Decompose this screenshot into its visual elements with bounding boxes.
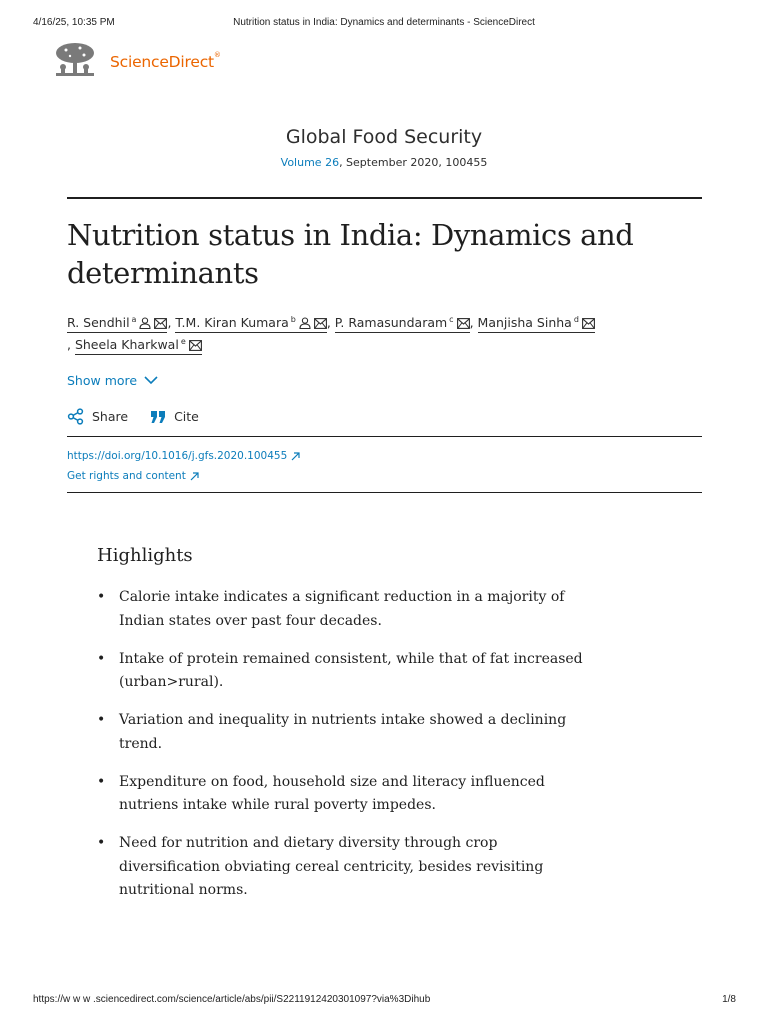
highlight-item: • Expenditure on food, household size and literacy influenced nutriens intake while rural poverty impedes. bbox=[97, 771, 597, 818]
actions-divider bbox=[67, 436, 702, 437]
highlights-heading: Highlights bbox=[97, 545, 193, 566]
cite-label: Cite bbox=[174, 409, 199, 424]
doi-link[interactable] bbox=[67, 446, 300, 466]
mail-icon bbox=[457, 318, 470, 329]
highlight-item: • Variation and inequality in nutrients intake showed a declining trend. bbox=[97, 709, 597, 756]
author-separator: , bbox=[167, 315, 176, 331]
mail-icon bbox=[314, 318, 327, 329]
author-link[interactable] bbox=[75, 334, 202, 355]
show-more-button[interactable] bbox=[67, 373, 158, 388]
affiliation-marker: e bbox=[180, 337, 186, 347]
author-name: R. Sendhil bbox=[67, 315, 130, 331]
print-header bbox=[0, 17, 768, 31]
author-name: Sheela Kharkwal bbox=[74, 337, 179, 353]
links-divider bbox=[67, 492, 702, 493]
brand-name: ScienceDirect® bbox=[110, 51, 221, 71]
person-icon bbox=[139, 317, 151, 329]
print-page-number: 1/8 bbox=[722, 994, 736, 1005]
mail-icon bbox=[582, 318, 595, 329]
person-icon bbox=[299, 317, 311, 329]
author-link[interactable] bbox=[175, 312, 326, 333]
author-separator: , bbox=[469, 315, 478, 331]
external-link-icon bbox=[291, 452, 300, 461]
author-link[interactable] bbox=[67, 312, 167, 333]
journal-title[interactable]: Global Food Security bbox=[285, 126, 483, 148]
author-name: Manjisha Sinha bbox=[477, 315, 572, 331]
doi-link-text: https://doi.org/10.1016/j.gfs.2020.100455 bbox=[67, 450, 288, 462]
title-divider bbox=[67, 197, 702, 199]
author-list bbox=[67, 312, 707, 356]
issue-info: , September 2020, 100455 bbox=[339, 156, 488, 169]
author-link[interactable] bbox=[478, 312, 595, 333]
rights-link-text: Get rights and content bbox=[67, 470, 186, 482]
affiliation-marker: b bbox=[290, 315, 296, 324]
author-name: P. Ramasundaram bbox=[334, 315, 448, 331]
highlight-item: • Need for nutrition and dietary diversity through crop diversification obviating cereal centricity, besides revisiting nutritional norms. bbox=[97, 832, 597, 903]
share-icon bbox=[67, 408, 84, 425]
mail-icon bbox=[154, 318, 167, 329]
article-actions bbox=[67, 408, 199, 425]
share-label: Share bbox=[92, 409, 129, 424]
external-link-icon bbox=[190, 472, 199, 481]
volume-link[interactable]: Volume 26 bbox=[280, 156, 340, 169]
journal-meta bbox=[0, 156, 768, 169]
print-url: https://w w w .sciencedirect.com/science/article/abs/pii/S2211912420301097?via%3Dihub bbox=[33, 994, 431, 1005]
chevron-down-icon bbox=[144, 376, 158, 385]
author-link[interactable] bbox=[335, 312, 470, 333]
highlights-list bbox=[97, 586, 597, 917]
sciencedirect-logo[interactable] bbox=[52, 40, 352, 80]
affiliation-marker: c bbox=[449, 315, 454, 324]
rights-link[interactable] bbox=[67, 466, 300, 486]
show-more-label: Show more bbox=[67, 373, 138, 388]
share-button[interactable] bbox=[67, 408, 128, 425]
author-separator: , bbox=[326, 315, 335, 331]
highlight-item: • Intake of protein remained consistent, while that of fat increased (urban>rural). bbox=[97, 648, 597, 695]
print-footer bbox=[0, 994, 768, 1008]
article-title: Nutrition status in India: Dynamics and determinants bbox=[67, 218, 634, 290]
highlight-item: • Calorie intake indicates a significant reduction in a majority of Indian states over past four decades. bbox=[97, 586, 597, 633]
author-separator: , bbox=[67, 337, 75, 353]
affiliation-marker: d bbox=[573, 315, 579, 324]
quote-icon bbox=[150, 410, 166, 424]
article-links bbox=[67, 446, 300, 486]
affiliation-marker: a bbox=[131, 315, 137, 324]
mail-icon bbox=[189, 340, 202, 351]
elsevier-tree-icon bbox=[52, 40, 98, 80]
author-name: T.M. Kiran Kumara bbox=[175, 315, 289, 331]
print-page-title: Nutrition status in India: Dynamics and determinants - ScienceDirect bbox=[233, 17, 535, 28]
print-datetime: 4/16/25, 10:35 PM bbox=[33, 17, 115, 28]
cite-button[interactable] bbox=[150, 409, 199, 424]
